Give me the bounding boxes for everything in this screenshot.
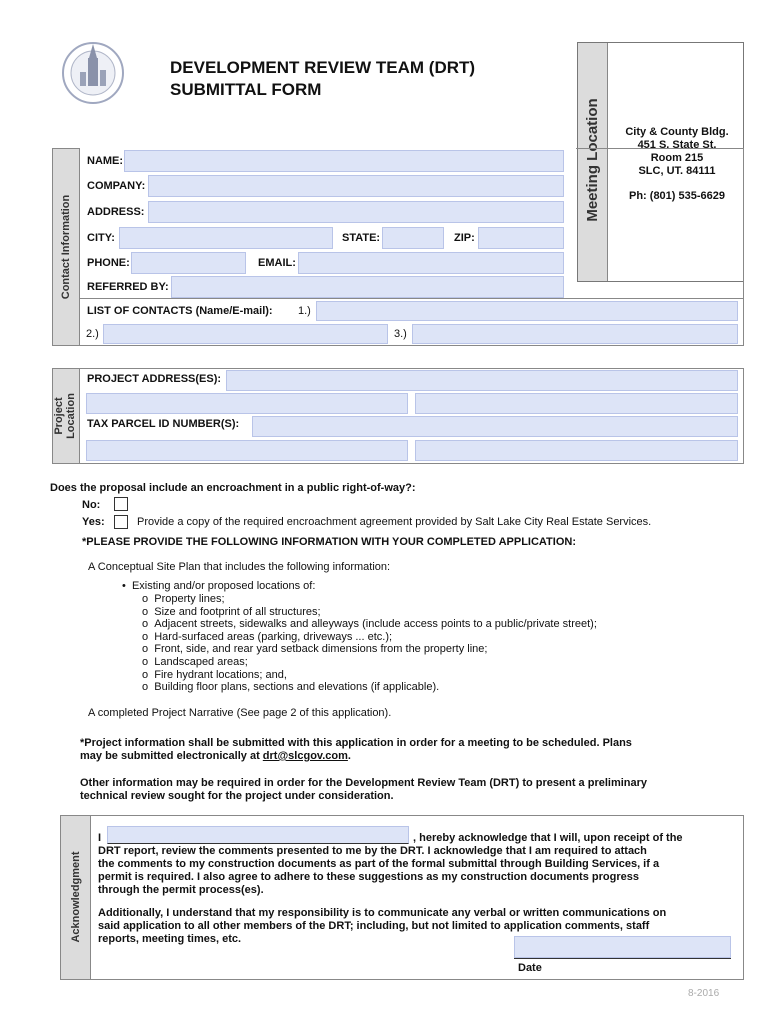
referred-by-label: REFERRED BY: (87, 281, 169, 293)
list-item (142, 669, 597, 682)
referred-by-input[interactable] (171, 276, 564, 298)
ack-i-label: I (98, 832, 102, 844)
ack-line5: through the permit process(es). (98, 884, 264, 896)
date-label: Date (518, 962, 542, 974)
list-item-text: Front, side, and rear yard setback dimensions from the property line; (154, 643, 488, 656)
phone-label: PHONE: (87, 257, 130, 269)
site-plan-list (142, 593, 597, 694)
address-input[interactable] (148, 201, 564, 223)
project-address-input-2[interactable] (86, 393, 408, 414)
circle-bullet-icon: o (142, 593, 155, 605)
meeting-line3: Room 215 (650, 152, 704, 164)
bullet-icon: • (122, 580, 132, 592)
list-of-contacts-label: LIST OF CONTACTS (Name/E-mail): (87, 305, 273, 317)
yes-label: Yes: (82, 516, 105, 528)
zip-input[interactable] (478, 227, 564, 249)
name-label: NAME: (87, 155, 124, 167)
project-address-input-1[interactable] (226, 370, 738, 391)
zip-label: ZIP: (454, 232, 475, 244)
list-item-text: Hard-surfaced areas (parking, driveways ... etc.); (154, 630, 393, 643)
circle-bullet-icon: o (142, 630, 155, 643)
ack-line1-suffix: , hereby acknowledge that I will, upon receipt of the (413, 832, 683, 844)
contact-3-input[interactable] (412, 324, 738, 344)
ack-line3: the comments to my construction documents as part of the formal submittal through Building Services, if a (98, 858, 660, 870)
contact-2-input[interactable] (103, 324, 388, 344)
circle-bullet-icon: o (142, 605, 155, 618)
list-item (142, 631, 597, 644)
ack-para2-line3: reports, meeting times, etc. (98, 933, 242, 945)
ack-line4: permit is required. I also agree to adhere to these suggestions as my construction documents progress (98, 871, 639, 883)
list-item-text: Size and footprint of all structures; (154, 605, 321, 618)
meeting-line4: SLC, UT. 84111 (638, 165, 716, 177)
encroachment-question: Does the proposal include an encroachment in a public right-of-way?: (50, 482, 416, 494)
site-plan-intro: A Conceptual Site Plan that includes the following information: (88, 561, 391, 573)
submit-note (80, 737, 632, 763)
yes-checkbox[interactable] (114, 515, 128, 529)
city-input[interactable] (119, 227, 333, 249)
list-item (142, 681, 597, 694)
tax-parcel-input-1[interactable] (252, 416, 738, 437)
submit-note-line2 (80, 750, 632, 763)
list-item-text: Property lines; (154, 593, 225, 605)
state-input[interactable] (382, 227, 444, 249)
list-item (142, 618, 597, 631)
form-version: 8-2016 (688, 988, 720, 999)
meeting-line1: City & County Bldg. (625, 126, 729, 138)
tax-parcel-label: TAX PARCEL ID NUMBER(S): (87, 418, 240, 430)
circle-bullet-icon: o (142, 643, 155, 656)
other-info-line2: technical review sought for the project under consideration. (80, 790, 394, 802)
project-location-tab-label (53, 376, 81, 456)
list-item (142, 593, 597, 606)
site-plan-bullet-text: Existing and/or proposed locations of: (131, 580, 316, 592)
ack-para2-line1: Additionally, I understand that my responsibility is to communicate any verbal or written communications on (98, 907, 667, 919)
submit-note-line1: *Project information shall be submitted with this application in order for a meeting to be scheduled. Plans (80, 737, 632, 749)
project-address-input-3[interactable] (415, 393, 738, 414)
contact-1-label: 1.) (298, 305, 311, 317)
acknowledger-name-input[interactable] (107, 826, 409, 844)
list-item-text: Fire hydrant locations; and, (154, 668, 287, 681)
ack-line2: DRT report, review the comments presented to me by the DRT. I acknowledge that I am required to attach (98, 845, 647, 857)
submit-note-prefix: may be submitted electronically at (80, 750, 263, 762)
yes-note: Provide a copy of the required encroachment agreement provided by Salt Lake City Real Estate Services. (137, 516, 652, 528)
circle-bullet-icon: o (142, 655, 155, 668)
email-input[interactable] (298, 252, 564, 274)
submit-note-suffix: . (347, 750, 351, 762)
contact-info-tab-label: Contact Information (60, 194, 72, 300)
contact-1-input[interactable] (316, 301, 738, 321)
no-checkbox[interactable] (114, 497, 128, 511)
contacts-divider (80, 298, 744, 299)
list-item (142, 643, 597, 656)
contact-3-label: 3.) (394, 328, 407, 340)
form-title-line1: DEVELOPMENT REVIEW TEAM (DRT) (170, 58, 476, 77)
tax-parcel-input-3[interactable] (415, 440, 738, 461)
list-item (142, 606, 597, 619)
circle-bullet-icon: o (142, 668, 155, 681)
list-item-text: Landscaped areas; (154, 655, 248, 668)
ack-para2-line2: said application to all other members of the DRT; including, but not limited to application comments, staff (98, 920, 650, 932)
meeting-phone: Ph: (801) 535-6629 (629, 190, 725, 202)
list-item (142, 656, 597, 669)
company-input[interactable] (148, 175, 564, 197)
meeting-location-tab-label: Meeting Location (584, 98, 601, 222)
address-label: ADDRESS: (87, 206, 145, 218)
other-info-line1: Other information may be required in order for the Development Review Team (DRT) to present a preliminary (80, 777, 648, 789)
email-label: EMAIL: (258, 257, 296, 269)
list-item-text: Adjacent streets, sidewalks and alleyways (include access points to a public/private street); (154, 618, 597, 631)
state-label: STATE: (342, 232, 381, 244)
ack-paragraph-1 (98, 845, 659, 897)
date-input[interactable] (514, 936, 731, 958)
list-item-text: Building floor plans, sections and elevations (if applicable). (154, 681, 440, 694)
company-label: COMPANY: (87, 180, 146, 192)
circle-bullet-icon: o (142, 618, 155, 631)
phone-input[interactable] (131, 252, 246, 274)
acknowledgment-tab-label: Acknowledgment (70, 851, 82, 943)
circle-bullet-icon: o (142, 681, 155, 694)
other-info-note (80, 777, 647, 803)
meeting-line2: 451 S. State St. (637, 139, 717, 151)
city-seal-icon (60, 40, 126, 106)
drt-email-link[interactable]: drt@slcgov.com (262, 750, 348, 762)
please-provide-heading: *PLEASE PROVIDE THE FOLLOWING INFORMATION WITH YOUR COMPLETED APPLICATION: (82, 536, 576, 548)
city-label: CITY: (87, 232, 115, 244)
contact-2-label: 2.) (86, 328, 99, 340)
date-line (514, 958, 731, 959)
project-location-tab-text: Project Location (53, 393, 77, 439)
name-input[interactable] (124, 150, 564, 172)
tax-parcel-input-2[interactable] (86, 440, 408, 461)
site-plan-bullet (122, 580, 315, 592)
project-address-label: PROJECT ADDRESS(ES): (87, 373, 222, 385)
form-title-line2: SUBMITTAL FORM (170, 80, 322, 99)
project-narrative-note: A completed Project Narrative (See page 2 of this application). (88, 707, 392, 719)
no-label: No: (82, 499, 101, 511)
